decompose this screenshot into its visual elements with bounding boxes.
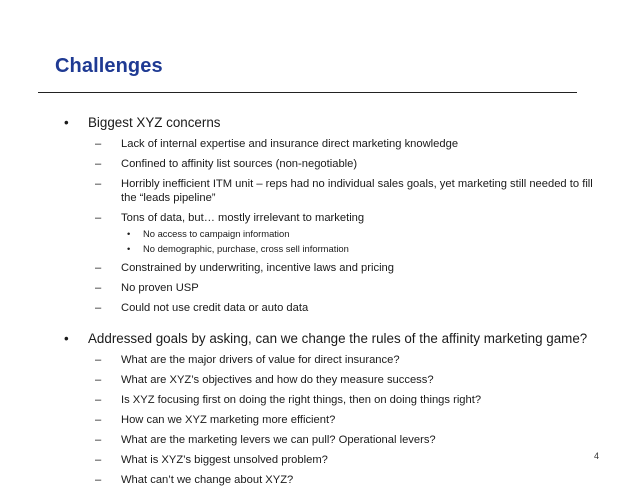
sub-bullet-text: No proven USP bbox=[121, 282, 199, 294]
sub-bullet-text: What are XYZ’s objectives and how do they measure success? bbox=[121, 374, 434, 386]
sub-sub-bullet-text: No demographic, purchase, cross sell information bbox=[143, 243, 349, 254]
sub-bullet bbox=[95, 473, 602, 487]
dash-marker: – bbox=[95, 434, 102, 446]
sub-bullet-text: Horribly inefficient ITM unit – reps had no individual sales goals, yet marketing still needed to fill the “leads pipeline” bbox=[121, 178, 593, 204]
sub-bullet-list bbox=[88, 353, 602, 487]
sub-bullet-text: What are the marketing levers we can pull? Operational levers? bbox=[121, 434, 436, 446]
sub-bullet-text: Lack of internal expertise and insurance direct marketing knowledge bbox=[121, 138, 459, 150]
bullet-text: Addressed goals by asking, can we change the rules of the affinity marketing game? bbox=[88, 331, 588, 346]
sub-bullet bbox=[95, 157, 602, 171]
dash-marker: – bbox=[95, 158, 102, 170]
dash-marker: – bbox=[95, 212, 102, 224]
sub-sub-bullet bbox=[123, 228, 602, 240]
sub-bullet bbox=[95, 281, 602, 295]
sub-bullet-text: How can we XYZ marketing more efficient? bbox=[121, 414, 336, 426]
page-number: 4 bbox=[594, 451, 600, 461]
sub-bullet-text: Constrained by underwriting, incentive laws and pricing bbox=[121, 262, 394, 274]
dash-marker: – bbox=[95, 414, 102, 426]
bullet-marker: • bbox=[64, 331, 69, 346]
sub-bullet-text: What is XYZ’s biggest unsolved problem? bbox=[121, 454, 328, 466]
sub-sub-bullet bbox=[123, 243, 602, 255]
bullet-list bbox=[62, 114, 602, 487]
dot-marker: • bbox=[127, 243, 131, 254]
slide-content bbox=[62, 114, 602, 493]
sub-bullet-text: What can’t we change about XYZ? bbox=[121, 474, 294, 486]
sub-bullet bbox=[95, 137, 602, 151]
bullet-addressed-goals bbox=[62, 330, 602, 487]
dash-marker: – bbox=[95, 374, 102, 386]
sub-sub-bullet-list bbox=[121, 228, 602, 255]
dash-marker: – bbox=[95, 474, 102, 486]
sub-bullet bbox=[95, 433, 602, 447]
sub-bullet bbox=[95, 453, 602, 467]
dash-marker: – bbox=[95, 394, 102, 406]
sub-bullet bbox=[95, 301, 602, 315]
sub-bullet bbox=[95, 261, 602, 275]
dash-marker: – bbox=[95, 178, 102, 190]
dash-marker: – bbox=[95, 302, 102, 314]
sub-bullet bbox=[95, 353, 602, 367]
dot-marker: • bbox=[127, 228, 131, 239]
sub-bullet bbox=[95, 373, 602, 387]
dash-marker: – bbox=[95, 454, 102, 466]
bullet-text: Biggest XYZ concerns bbox=[88, 115, 221, 130]
sub-bullet-text: Tons of data, but… mostly irrelevant to marketing bbox=[121, 212, 365, 224]
sub-bullet-text: Confined to affinity list sources (non-negotiable) bbox=[121, 158, 358, 170]
slide-title: Challenges bbox=[55, 55, 163, 77]
dash-marker: – bbox=[95, 262, 102, 274]
title-divider bbox=[38, 92, 577, 93]
sub-bullet bbox=[95, 211, 602, 255]
sub-bullet bbox=[95, 393, 602, 407]
sub-bullet-text: What are the major drivers of value for direct insurance? bbox=[121, 354, 400, 366]
sub-bullet bbox=[95, 413, 602, 427]
bullet-biggest-concerns bbox=[62, 114, 602, 315]
sub-bullet-list bbox=[88, 137, 602, 315]
dash-marker: – bbox=[95, 138, 102, 150]
bullet-marker: • bbox=[64, 115, 69, 130]
dash-marker: – bbox=[95, 354, 102, 366]
sub-bullet-text: Is XYZ focusing first on doing the right things, then on doing things right? bbox=[121, 394, 482, 406]
sub-bullet bbox=[95, 177, 602, 205]
sub-sub-bullet-text: No access to campaign information bbox=[143, 228, 290, 239]
dash-marker: – bbox=[95, 282, 102, 294]
sub-bullet-text: Could not use credit data or auto data bbox=[121, 302, 309, 314]
